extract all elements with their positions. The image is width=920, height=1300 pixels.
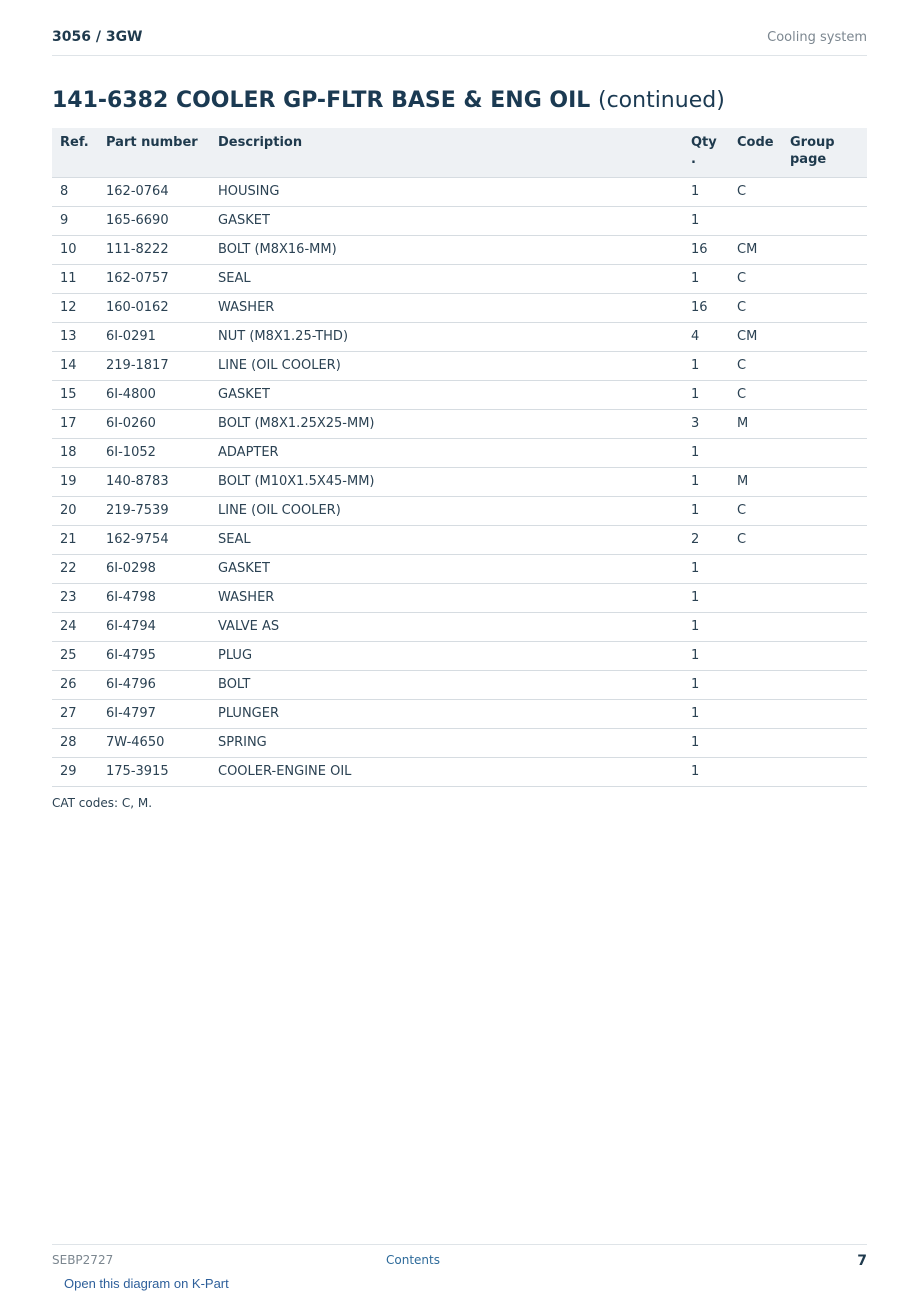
page-footer [52,1244,867,1274]
cell-group-page [782,699,867,728]
cell-qty: 1 [683,583,729,612]
cell-part-number: 175-3915 [98,757,210,786]
cell-qty: 1 [683,264,729,293]
table-row [52,583,867,612]
cell-code: M [729,409,782,438]
column-header-ref: Ref. [52,128,98,177]
table-row [52,699,867,728]
cell-code: C [729,380,782,409]
table-row [52,380,867,409]
table-row [52,496,867,525]
cell-part-number: 165-6690 [98,206,210,235]
cell-ref: 22 [52,554,98,583]
cell-code: C [729,293,782,322]
cell-description: BOLT (M8X16-MM) [210,235,683,264]
cell-group-page [782,206,867,235]
page-number: 7 [857,1253,867,1269]
cell-group-page [782,177,867,206]
cell-qty: 16 [683,293,729,322]
table-row [52,757,867,786]
cell-ref: 24 [52,612,98,641]
cat-codes-note: CAT codes: C, M. [52,796,153,810]
cell-code: M [729,467,782,496]
cell-description: NUT (M8X1.25-THD) [210,322,683,351]
cell-qty: 1 [683,699,729,728]
table-row [52,409,867,438]
cell-part-number: 6I-1052 [98,438,210,467]
cell-ref: 29 [52,757,98,786]
cell-group-page [782,641,867,670]
cell-part-number: 219-7539 [98,496,210,525]
document-id: SEBP2727 [52,1253,114,1267]
cell-code [729,612,782,641]
cell-qty: 2 [683,525,729,554]
cell-group-page [782,438,867,467]
cell-description: GASKET [210,206,683,235]
cell-description: ADAPTER [210,438,683,467]
cell-ref: 17 [52,409,98,438]
cell-description: HOUSING [210,177,683,206]
cell-ref: 21 [52,525,98,554]
cell-code [729,728,782,757]
cell-ref: 27 [52,699,98,728]
page-title [52,88,725,113]
cell-part-number: 162-0757 [98,264,210,293]
cell-description: SEAL [210,264,683,293]
cell-part-number: 7W-4650 [98,728,210,757]
parts-table [52,128,867,787]
table-row [52,467,867,496]
table-row [52,264,867,293]
cell-group-page [782,554,867,583]
cell-group-page [782,264,867,293]
cell-qty: 1 [683,351,729,380]
table-row [52,322,867,351]
column-header-description: Description [210,128,683,177]
cell-part-number: 6I-0260 [98,409,210,438]
column-header-qty: Qty . [683,128,729,177]
cell-ref: 11 [52,264,98,293]
parts-table-body [52,177,867,786]
cell-qty: 1 [683,641,729,670]
cell-ref: 15 [52,380,98,409]
cell-part-number: 6I-4798 [98,583,210,612]
cell-ref: 8 [52,177,98,206]
cell-code: C [729,525,782,554]
table-row [52,293,867,322]
cell-ref: 20 [52,496,98,525]
parts-table-header [52,128,867,177]
cell-ref: 23 [52,583,98,612]
cell-group-page [782,525,867,554]
cell-group-page [782,380,867,409]
cell-ref: 13 [52,322,98,351]
cell-ref: 28 [52,728,98,757]
cell-qty: 3 [683,409,729,438]
cell-code [729,641,782,670]
cell-ref: 12 [52,293,98,322]
cell-qty: 4 [683,322,729,351]
cell-description: GASKET [210,380,683,409]
cell-part-number: 111-8222 [98,235,210,264]
kpart-diagram-link[interactable]: Open this diagram on K-Part [64,1276,229,1291]
cell-code [729,438,782,467]
cell-group-page [782,757,867,786]
cell-group-page [782,293,867,322]
cell-code: C [729,351,782,380]
cell-part-number: 6I-0291 [98,322,210,351]
cell-description: BOLT [210,670,683,699]
cell-ref: 14 [52,351,98,380]
cell-group-page [782,583,867,612]
cell-description: LINE (OIL COOLER) [210,351,683,380]
cell-description: SEAL [210,525,683,554]
page-header [52,26,867,56]
table-row [52,351,867,380]
table-row [52,670,867,699]
table-row [52,728,867,757]
cell-qty: 1 [683,380,729,409]
cell-ref: 10 [52,235,98,264]
cell-code: CM [729,322,782,351]
cell-part-number: 6I-4797 [98,699,210,728]
cell-code: C [729,496,782,525]
cell-part-number: 160-0162 [98,293,210,322]
cell-qty: 16 [683,235,729,264]
table-row [52,641,867,670]
cell-group-page [782,409,867,438]
cell-group-page [782,235,867,264]
table-row [52,612,867,641]
cell-group-page [782,467,867,496]
cell-description: WASHER [210,583,683,612]
table-row [52,235,867,264]
cell-part-number: 6I-4794 [98,612,210,641]
cell-code [729,670,782,699]
cell-ref: 9 [52,206,98,235]
title-suffix: (continued) [597,88,725,113]
column-header-part-number: Part number [98,128,210,177]
cell-qty: 1 [683,438,729,467]
cell-qty: 1 [683,670,729,699]
table-row [52,525,867,554]
cell-description: GASKET [210,554,683,583]
cell-description: BOLT (M8X1.25X25-MM) [210,409,683,438]
cell-part-number: 162-9754 [98,525,210,554]
cell-part-number: 6I-4796 [98,670,210,699]
cell-code [729,206,782,235]
cell-description: VALVE AS [210,612,683,641]
cell-code: CM [729,235,782,264]
cell-code [729,554,782,583]
cell-qty: 1 [683,467,729,496]
cell-code [729,583,782,612]
cell-code: C [729,264,782,293]
cell-description: PLUG [210,641,683,670]
cell-description: LINE (OIL COOLER) [210,496,683,525]
column-header-group-page: Group page [782,128,867,177]
cell-description: SPRING [210,728,683,757]
cell-ref: 19 [52,467,98,496]
table-row [52,554,867,583]
cell-part-number: 140-8783 [98,467,210,496]
cell-part-number: 162-0764 [98,177,210,206]
cell-ref: 18 [52,438,98,467]
cell-part-number: 219-1817 [98,351,210,380]
cell-part-number: 6I-4800 [98,380,210,409]
cell-code [729,699,782,728]
cell-group-page [782,351,867,380]
cell-qty: 1 [683,757,729,786]
cell-ref: 26 [52,670,98,699]
cell-group-page [782,670,867,699]
cell-description: BOLT (M10X1.5X45-MM) [210,467,683,496]
cell-qty: 1 [683,496,729,525]
cell-description: PLUNGER [210,699,683,728]
cell-group-page [782,322,867,351]
section-label: Cooling system [767,30,867,45]
cell-group-page [782,612,867,641]
cell-group-page [782,496,867,525]
cell-code: C [729,177,782,206]
column-header-code: Code [729,128,782,177]
title-main: 141-6382 COOLER GP-FLTR BASE & ENG OIL [52,88,591,113]
cell-qty: 1 [683,206,729,235]
table-row [52,177,867,206]
table-row [52,438,867,467]
cell-part-number: 6I-4795 [98,641,210,670]
model-label: 3056 / 3GW [52,29,143,45]
cell-description: COOLER-ENGINE OIL [210,757,683,786]
cell-qty: 1 [683,554,729,583]
cell-part-number: 6I-0298 [98,554,210,583]
cell-description: WASHER [210,293,683,322]
table-row [52,206,867,235]
cell-qty: 1 [683,728,729,757]
contents-link[interactable]: Contents [386,1253,440,1267]
cell-code [729,757,782,786]
cell-qty: 1 [683,612,729,641]
cell-group-page [782,728,867,757]
cell-ref: 25 [52,641,98,670]
cell-qty: 1 [683,177,729,206]
